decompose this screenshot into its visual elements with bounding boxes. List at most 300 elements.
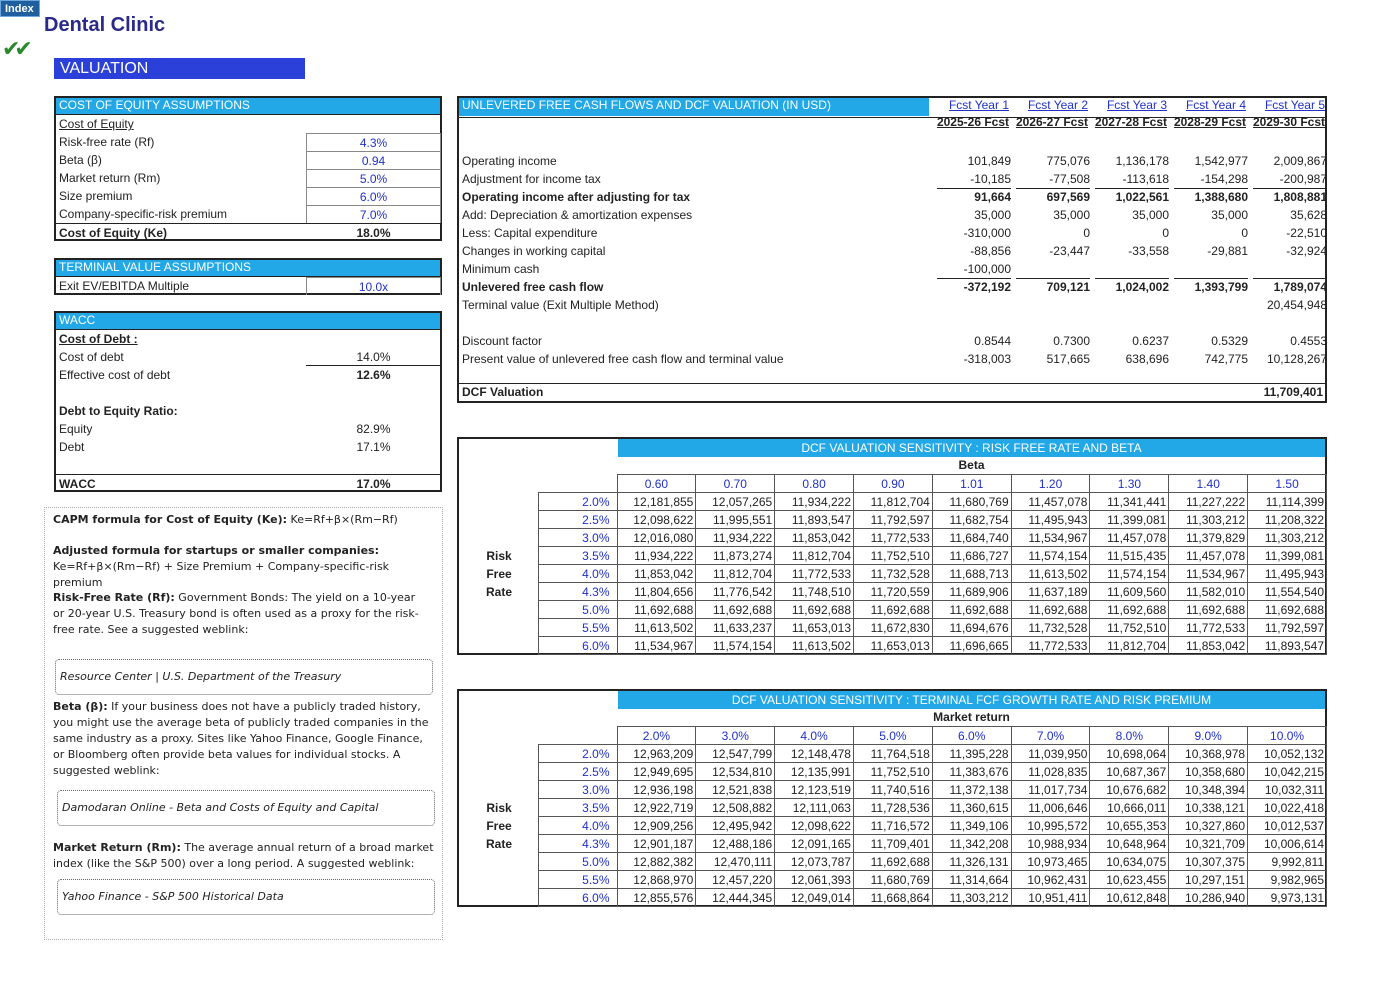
col-title: Beta — [958, 458, 985, 472]
sensitivity-cell: 12,901,187 — [617, 835, 696, 853]
row-header: 2.5% — [539, 511, 618, 529]
sensitivity-cell: 12,949,695 — [617, 763, 696, 781]
sensitivity-cell: 10,676,682 — [1090, 781, 1169, 799]
notes-panel — [44, 507, 443, 940]
sensitivity-cell: 11,772,533 — [1169, 619, 1248, 637]
sensitivity-cell: 12,909,256 — [617, 817, 696, 835]
dcf-valuation-value: 11,709,401 — [1263, 385, 1323, 399]
col-header: 0.70 — [696, 475, 775, 493]
sensitivity-cell: 11,554,540 — [1248, 583, 1327, 601]
dcf-cell: 101,849 — [967, 154, 1011, 168]
coe-header: COST OF EQUITY ASSUMPTIONS — [56, 98, 440, 115]
dcf-cell: -33,558 — [1128, 244, 1169, 258]
capm-note: CAPM formula for Cost of Equity (Ke): Ke=Rf+β×(Rm−Rf) — [53, 513, 398, 526]
sensitivity-cell: 11,812,704 — [696, 565, 775, 583]
sensitivity-cell: 10,348,394 — [1169, 781, 1248, 799]
sensitivity-cell: 11,692,688 — [696, 601, 775, 619]
sensitivity-cell: 12,963,209 — [617, 745, 696, 763]
coe-row — [56, 151, 440, 169]
dcf-cell: -310,000 — [963, 226, 1011, 240]
sensitivity-cell: 11,709,401 — [853, 835, 932, 853]
dcf-cell: -32,924 — [1286, 244, 1327, 258]
index-button[interactable]: Index — [0, 0, 40, 17]
coe-row-input[interactable]: 4.3% — [306, 133, 441, 151]
sensitivity-cell: 11,853,042 — [617, 565, 696, 583]
terminal-value-panel — [54, 258, 442, 295]
dcf-header: UNLEVERED FREE CASH FLOWS AND DCF VALUATION (IN USD) — [459, 98, 929, 116]
period-header: 2027-28 Fcst — [1094, 115, 1167, 129]
sensitivity-cell: 11,684,740 — [932, 529, 1011, 547]
sensitivity-cell: 12,061,393 — [775, 871, 854, 889]
dcf-cell — [1253, 262, 1327, 279]
debt-value: 17.1% — [356, 440, 391, 454]
sensitivity-cell: 11,303,212 — [1248, 529, 1327, 547]
sensitivity-cell: 11,457,078 — [1011, 493, 1090, 511]
dcf-cell: 1,393,799 — [1194, 280, 1248, 294]
sensitivity-cell: 11,534,967 — [617, 637, 696, 655]
sensitivity-cell: 11,457,078 — [1169, 547, 1248, 565]
sensitivity-cell: 10,995,572 — [1011, 817, 1090, 835]
tv-header: TERMINAL VALUE ASSUMPTIONS — [56, 260, 440, 277]
sensitivity-cell: 11,682,754 — [932, 511, 1011, 529]
col-header: 9.0% — [1169, 727, 1248, 745]
dcf-row-label: Unlevered free cash flow — [462, 280, 604, 294]
sensitivity-cell: 11,395,228 — [932, 745, 1011, 763]
sensitivity-cell: 12,444,345 — [696, 889, 775, 907]
sensitivity-cell: 11,853,042 — [775, 529, 854, 547]
col-header: 4.0% — [775, 727, 854, 745]
yahoo-link[interactable]: Yahoo Finance - S&P 500 Historical Data — [57, 879, 435, 915]
col-header: 1.40 — [1169, 475, 1248, 493]
dcf-cell: -22,510 — [1286, 226, 1327, 240]
sensitivity-cell: 11,383,676 — [932, 763, 1011, 781]
sensitivity-cell: 10,634,075 — [1090, 853, 1169, 871]
sensitivity-cell: 12,135,991 — [775, 763, 854, 781]
dcf-cell: 35,000 — [1132, 208, 1169, 222]
sensitivity-cell: 10,006,614 — [1248, 835, 1327, 853]
sensitivity-cell: 11,613,502 — [617, 619, 696, 637]
sensitivity-cell: 12,882,382 — [617, 853, 696, 871]
coe-total-label: Cost of Equity (Ke) — [59, 226, 167, 240]
check-icon: ✔✔ — [2, 36, 27, 61]
dcf-cell: -318,003 — [963, 352, 1011, 366]
sensitivity-cell: 11,893,547 — [1248, 637, 1327, 655]
sensitivity-cell: 11,692,688 — [1090, 601, 1169, 619]
dcf-cell: 91,664 — [974, 190, 1011, 204]
sensitivity-cell: 11,720,559 — [854, 583, 933, 601]
sensitivity-cell: 10,327,860 — [1169, 817, 1248, 835]
wacc-label: WACC — [59, 477, 96, 491]
sensitivity-cell: 10,368,978 — [1169, 745, 1248, 763]
dcf-cell: 20,454,948 — [1266, 298, 1327, 312]
sensitivity-cell: 11,534,967 — [1011, 529, 1090, 547]
sensitivity-cell: 11,716,572 — [853, 817, 932, 835]
sensitivity-header: DCF VALUATION SENSITIVITY : RISK FREE RATE AND BETA — [618, 439, 1325, 457]
dcf-cell: -10,185 — [937, 172, 1011, 189]
wacc-panel — [54, 311, 442, 492]
row-header: 4.3% — [539, 583, 618, 601]
cost-of-debt-value: 14.0% — [306, 348, 441, 366]
col-header: 5.0% — [853, 727, 932, 745]
eff-cost-value: 12.6% — [356, 368, 391, 382]
sensitivity-cell: 12,470,111 — [696, 853, 775, 871]
sensitivity-header: DCF VALUATION SENSITIVITY : TERMINAL FCF GROWTH RATE AND RISK PREMIUM — [618, 691, 1325, 709]
dcf-row-label: Discount factor — [462, 334, 543, 348]
sensitivity-cell: 12,111,063 — [775, 799, 854, 817]
dcf-row-label: Operating income — [462, 154, 557, 168]
row-header: 5.5% — [539, 619, 618, 637]
sensitivity-cell: 11,017,734 — [1011, 781, 1090, 799]
sensitivity-cell: 11,303,212 — [1169, 511, 1248, 529]
sensitivity-cell: 11,574,154 — [1011, 547, 1090, 565]
dcf-cell: 1,136,178 — [1115, 154, 1169, 168]
sensitivity-cell: 11,873,274 — [696, 547, 775, 565]
sensitivity-cell: 10,648,964 — [1090, 835, 1169, 853]
dcf-panel — [457, 96, 1327, 403]
sensitivity-cell: 11,792,597 — [1248, 619, 1327, 637]
dcf-cell — [937, 298, 1011, 315]
col-header: 6.0% — [932, 727, 1011, 745]
sensitivity-cell: 11,574,154 — [696, 637, 775, 655]
sensitivity-cell: 11,360,615 — [932, 799, 1011, 817]
coe-row-input[interactable]: 6.0% — [306, 187, 441, 205]
cost-of-debt-title: Cost of Debt : — [59, 332, 138, 346]
sensitivity-cell: 12,457,220 — [696, 871, 775, 889]
sensitivity-cell: 11,653,013 — [854, 637, 933, 655]
coe-total — [56, 223, 440, 241]
coe-row — [56, 205, 440, 223]
beta-note: Beta (β): If your business does not have a publicly traded history, you might use the average beta of publicly traded companies in the same industry as a proxy. Sites like Yahoo Finance, Google Finance, or Bloomberg often provide beta values for individual stocks. A suggested weblink: — [53, 700, 429, 777]
dcf-cell: 1,789,074 — [1273, 280, 1327, 294]
sensitivity-cell: 11,692,688 — [617, 601, 696, 619]
sensitivity-cell: 11,574,154 — [1090, 565, 1169, 583]
dcf-cell: -154,298 — [1174, 172, 1248, 189]
dcf-cell: -372,192 — [963, 280, 1011, 294]
coe-row-label: Market return (Rm) — [59, 171, 161, 185]
page-title: Dental Clinic — [44, 14, 166, 36]
dcf-cell: 0 — [1083, 226, 1090, 240]
sensitivity-cell: 11,379,829 — [1169, 529, 1248, 547]
year-header: Fcst Year 5 — [1264, 98, 1325, 112]
sensitivity-cell: 10,962,431 — [1011, 871, 1090, 889]
sensitivity-cell: 11,515,435 — [1090, 547, 1169, 565]
sensitivity-cell: 11,995,551 — [696, 511, 775, 529]
row-header: 4.3% — [539, 835, 618, 853]
row-header: 5.0% — [539, 853, 618, 871]
sensitivity-cell: 10,338,121 — [1169, 799, 1248, 817]
col-header: 7.0% — [1011, 727, 1090, 745]
dcf-cell: 2,009,867 — [1273, 154, 1327, 168]
sensitivity-cell: 11,934,222 — [696, 529, 775, 547]
dcf-row-label: Changes in working capital — [462, 244, 606, 258]
sensitivity-cell: 10,655,353 — [1090, 817, 1169, 835]
coe-row-label: Size premium — [59, 189, 133, 203]
wacc-header: WACC — [56, 313, 440, 330]
sensitivity-cell: 10,052,132 — [1248, 745, 1327, 763]
sensitivity-cell: 11,342,208 — [932, 835, 1011, 853]
dcf-row-label: Terminal value (Exit Multiple Method) — [462, 298, 659, 312]
sensitivity-cell: 10,951,411 — [1011, 889, 1090, 907]
sensitivity-cell: 11,728,536 — [853, 799, 932, 817]
eff-cost-row — [56, 366, 440, 384]
col-header: 0.80 — [775, 475, 854, 493]
coe-row-input[interactable]: 0.94 — [306, 151, 441, 169]
sensitivity-cell: 11,114,399 — [1248, 493, 1327, 511]
dcf-cell: -29,881 — [1207, 244, 1248, 258]
sensitivity-cell: 12,091,165 — [775, 835, 854, 853]
dcf-cell: 638,696 — [1125, 352, 1169, 366]
dcf-cell: 35,000 — [1053, 208, 1090, 222]
coe-row-input[interactable]: 7.0% — [306, 205, 441, 223]
sensitivity-cell: 11,692,688 — [1169, 601, 1248, 619]
row-header: 3.0% — [539, 529, 618, 547]
row-header: 2.0% — [539, 745, 618, 763]
dcf-cell: 0.5329 — [1211, 334, 1248, 348]
sensitivity-cell: 11,668,864 — [853, 889, 932, 907]
dcf-cell: 35,000 — [1211, 208, 1248, 222]
sensitivity-cell: 10,321,709 — [1169, 835, 1248, 853]
sensitivity-cell: 11,692,688 — [775, 601, 854, 619]
coe-row-label: Beta (β) — [59, 153, 102, 167]
sensitivity-cell: 11,804,656 — [617, 583, 696, 601]
cost-of-debt-label: Cost of debt — [59, 350, 124, 364]
adj-note: Adjusted formula for startups or smaller companies: Ke=Rf+β×(Rm−Rf) + Size Premium + Company-specific-risk premium — [53, 544, 390, 589]
col-header: 1.20 — [1011, 475, 1090, 493]
col-header: 3.0% — [696, 727, 775, 745]
dcf-cell: 517,665 — [1046, 352, 1090, 366]
row-header: 3.5% — [539, 547, 618, 565]
dcf-cell: 35,628 — [1290, 208, 1327, 222]
sensitivity-cell: 10,297,151 — [1169, 871, 1248, 889]
col-header: 10.0% — [1248, 727, 1327, 745]
row-header: 5.5% — [539, 871, 618, 889]
dcf-cell: 35,000 — [974, 208, 1011, 222]
year-header: Fcst Year 1 — [948, 98, 1009, 112]
damodaran-link[interactable]: Damodaran Online - Beta and Costs of Equity and Capital — [57, 790, 435, 826]
sensitivity-cell: 11,934,222 — [775, 493, 854, 511]
sensitivity-cell: 11,772,533 — [854, 529, 933, 547]
sensitivity-cell: 10,698,064 — [1090, 745, 1169, 763]
dcf-cell: -113,618 — [1095, 172, 1169, 189]
sensitivity-grid — [538, 474, 1327, 655]
sensitivity-cell: 11,934,222 — [617, 547, 696, 565]
side-label: Free — [486, 819, 512, 833]
sensitivity-cell: 11,732,528 — [1011, 619, 1090, 637]
coe-sub: Cost of Equity — [59, 117, 134, 131]
sensitivity-cell: 12,868,970 — [617, 871, 696, 889]
sensitivity-cell: 11,672,830 — [854, 619, 933, 637]
de-ratio-title: Debt to Equity Ratio: — [59, 404, 178, 418]
dcf-cell: 0 — [1241, 226, 1248, 240]
row-header: 6.0% — [539, 637, 618, 655]
sensitivity-cell: 11,752,510 — [854, 547, 933, 565]
dcf-cell: -100,000 — [937, 262, 1011, 279]
sensitivity-cell: 12,547,799 — [696, 745, 775, 763]
sensitivity-cell: 11,680,769 — [932, 493, 1011, 511]
sensitivity-cell: 11,692,688 — [853, 853, 932, 871]
sensitivity-cell: 11,326,131 — [932, 853, 1011, 871]
sensitivity-cell: 11,692,688 — [854, 601, 933, 619]
sensitivity-cell: 11,680,769 — [853, 871, 932, 889]
sensitivity-cell: 12,057,265 — [696, 493, 775, 511]
sensitivity-cell: 11,696,665 — [932, 637, 1011, 655]
coe-row-input[interactable]: 5.0% — [306, 169, 441, 187]
col-header: 1.50 — [1248, 475, 1327, 493]
sensitivity-cell: 10,687,367 — [1090, 763, 1169, 781]
sensitivity-cell: 12,488,186 — [696, 835, 775, 853]
sensitivity-cell: 11,495,943 — [1248, 565, 1327, 583]
col-title: Market return — [933, 710, 1010, 724]
sensitivity-cell: 11,688,713 — [932, 565, 1011, 583]
sensitivity-cell: 10,666,011 — [1090, 799, 1169, 817]
cost-of-debt-row — [56, 348, 440, 366]
sensitivity-cell: 11,689,906 — [932, 583, 1011, 601]
sensitivity-cell: 11,227,222 — [1169, 493, 1248, 511]
sensitivity-cell: 11,694,676 — [932, 619, 1011, 637]
year-header: Fcst Year 3 — [1106, 98, 1167, 112]
sensitivity-cell: 9,992,811 — [1248, 853, 1327, 871]
tv-label: Exit EV/EBITDA Multiple — [59, 279, 190, 293]
dcf-cell — [1174, 262, 1248, 279]
sensitivity-cell: 9,982,965 — [1248, 871, 1327, 889]
sensitivity-cell: 11,633,237 — [696, 619, 775, 637]
coe-total-value: 18.0% — [356, 226, 391, 240]
row-header: 2.0% — [539, 493, 618, 511]
sensitivity-cell: 11,772,533 — [1011, 637, 1090, 655]
sensitivity-cell: 11,314,664 — [932, 871, 1011, 889]
row-header: 4.0% — [539, 565, 618, 583]
sensitivity-cell: 10,612,848 — [1090, 889, 1169, 907]
year-header: Fcst Year 2 — [1027, 98, 1088, 112]
dcf-cell: 0 — [1162, 226, 1169, 240]
sensitivity-cell: 11,893,547 — [775, 511, 854, 529]
dcf-cell: -200,987 — [1253, 172, 1327, 189]
sensitivity-cell: 12,016,080 — [617, 529, 696, 547]
sensitivity-cell: 12,049,014 — [775, 889, 854, 907]
sensitivity-cell: 12,922,719 — [617, 799, 696, 817]
sensitivity-cell: 11,748,510 — [775, 583, 854, 601]
sensitivity-cell: 11,399,081 — [1248, 547, 1327, 565]
dcf-cell — [1016, 262, 1090, 279]
sensitivity-cell: 11,039,950 — [1011, 745, 1090, 763]
row-header: 5.0% — [539, 601, 618, 619]
side-label: Rate — [485, 837, 512, 851]
dcf-cell: 1,388,680 — [1194, 190, 1248, 204]
col-header: 1.30 — [1090, 475, 1169, 493]
sensitivity-cell: 12,855,576 — [617, 889, 696, 907]
sensitivity-cell: 12,098,622 — [617, 511, 696, 529]
sensitivity-cell: 11,812,704 — [854, 493, 933, 511]
treasury-link[interactable]: Resource Center | U.S. Department of the Treasury — [55, 659, 433, 695]
sensitivity-cell: 11,495,943 — [1011, 511, 1090, 529]
sensitivity-cell: 11,208,322 — [1248, 511, 1327, 529]
coe-row — [56, 187, 440, 205]
coe-row — [56, 169, 440, 187]
period-header: 2026-27 Fcst — [1015, 115, 1088, 129]
dcf-row-label: Less: Capital expenditure — [462, 226, 598, 240]
wacc-value: 17.0% — [356, 477, 391, 491]
sensitivity-cell: 10,012,537 — [1248, 817, 1327, 835]
sensitivity-cell: 10,358,680 — [1169, 763, 1248, 781]
exit-multiple-input[interactable]: 10.0x — [306, 277, 441, 295]
dcf-cell: 0.7300 — [1053, 334, 1090, 348]
dcf-cell: -77,508 — [1016, 172, 1090, 189]
dcf-cell: -23,447 — [1049, 244, 1090, 258]
dcf-cell: 775,076 — [1046, 154, 1090, 168]
coe-row — [56, 133, 440, 151]
sensitivity-cell: 11,582,010 — [1169, 583, 1248, 601]
period-header: 2028-29 Fcst — [1173, 115, 1246, 129]
dcf-cell: 709,121 — [1046, 280, 1090, 294]
sensitivity-cell: 12,534,810 — [696, 763, 775, 781]
sensitivity-cell: 10,973,465 — [1011, 853, 1090, 871]
sensitivity-cell: 12,123,519 — [775, 781, 854, 799]
section-title: VALUATION — [54, 58, 305, 79]
dcf-row-label: Add: Depreciation & amortization expenses — [462, 208, 693, 222]
equity-row — [56, 420, 440, 438]
sensitivity-cell: 11,692,688 — [1011, 601, 1090, 619]
sensitivity-cell: 11,686,727 — [932, 547, 1011, 565]
sensitivity-cell: 11,772,533 — [775, 565, 854, 583]
side-label: Risk — [486, 549, 512, 563]
sensitivity-cell: 10,988,934 — [1011, 835, 1090, 853]
rf-note: Risk-Free Rate (Rf): Government Bonds: The yield on a 10-year or 20-year U.S. Treasury bond is often used as a proxy for the risk-free rate. See a suggested weblink: — [53, 591, 419, 636]
sensitivity-cell: 10,042,215 — [1248, 763, 1327, 781]
tv-row — [56, 277, 440, 295]
sensitivity-cell: 11,609,560 — [1090, 583, 1169, 601]
dcf-cell: 1,808,881 — [1273, 190, 1327, 204]
period-header: 2029-30 Fcst — [1252, 115, 1325, 129]
sensitivity-cell: 11,776,542 — [696, 583, 775, 601]
debt-row — [56, 438, 440, 456]
dcf-cell: 1,022,561 — [1115, 190, 1169, 204]
dcf-cell: 697,569 — [1046, 190, 1090, 204]
dcf-valuation-row — [459, 383, 1325, 401]
sensitivity-cell: 11,732,528 — [854, 565, 933, 583]
sensitivity-cell: 11,692,688 — [932, 601, 1011, 619]
dcf-cell — [1095, 262, 1169, 279]
sensitivity-growth-premium-panel — [457, 689, 1327, 907]
dcf-cell — [1174, 298, 1248, 315]
sensitivity-cell: 11,637,189 — [1011, 583, 1090, 601]
row-header: 6.0% — [539, 889, 618, 907]
equity-label: Equity — [59, 422, 93, 436]
side-label: Free — [486, 567, 512, 581]
side-label: Rate — [485, 585, 512, 599]
sensitivity-cell: 11,349,106 — [932, 817, 1011, 835]
corner-cell — [539, 475, 618, 493]
sensitivity-cell: 10,307,375 — [1169, 853, 1248, 871]
coe-row-label: Company-specific-risk premium — [59, 207, 228, 221]
sensitivity-cell: 10,022,418 — [1248, 799, 1327, 817]
sensitivity-cell: 12,936,198 — [617, 781, 696, 799]
eff-cost-label: Effective cost of debt — [59, 368, 171, 382]
coe-row-label: Risk-free rate (Rf) — [59, 135, 155, 149]
period-header: 2025-26 Fcst — [936, 115, 1009, 129]
dcf-cell: 0.6237 — [1132, 334, 1169, 348]
sensitivity-cell: 11,303,212 — [932, 889, 1011, 907]
sensitivity-cell: 11,812,704 — [775, 547, 854, 565]
sensitivity-cell: 12,098,622 — [775, 817, 854, 835]
dcf-cell — [1095, 298, 1169, 315]
sensitivity-cell: 12,073,787 — [775, 853, 854, 871]
sensitivity-grid — [538, 726, 1327, 907]
sensitivity-cell: 11,372,138 — [932, 781, 1011, 799]
sensitivity-cell: 11,764,518 — [853, 745, 932, 763]
sensitivity-cell: 12,508,882 — [696, 799, 775, 817]
sensitivity-cell: 12,181,855 — [617, 493, 696, 511]
sensitivity-cell: 11,534,967 — [1169, 565, 1248, 583]
